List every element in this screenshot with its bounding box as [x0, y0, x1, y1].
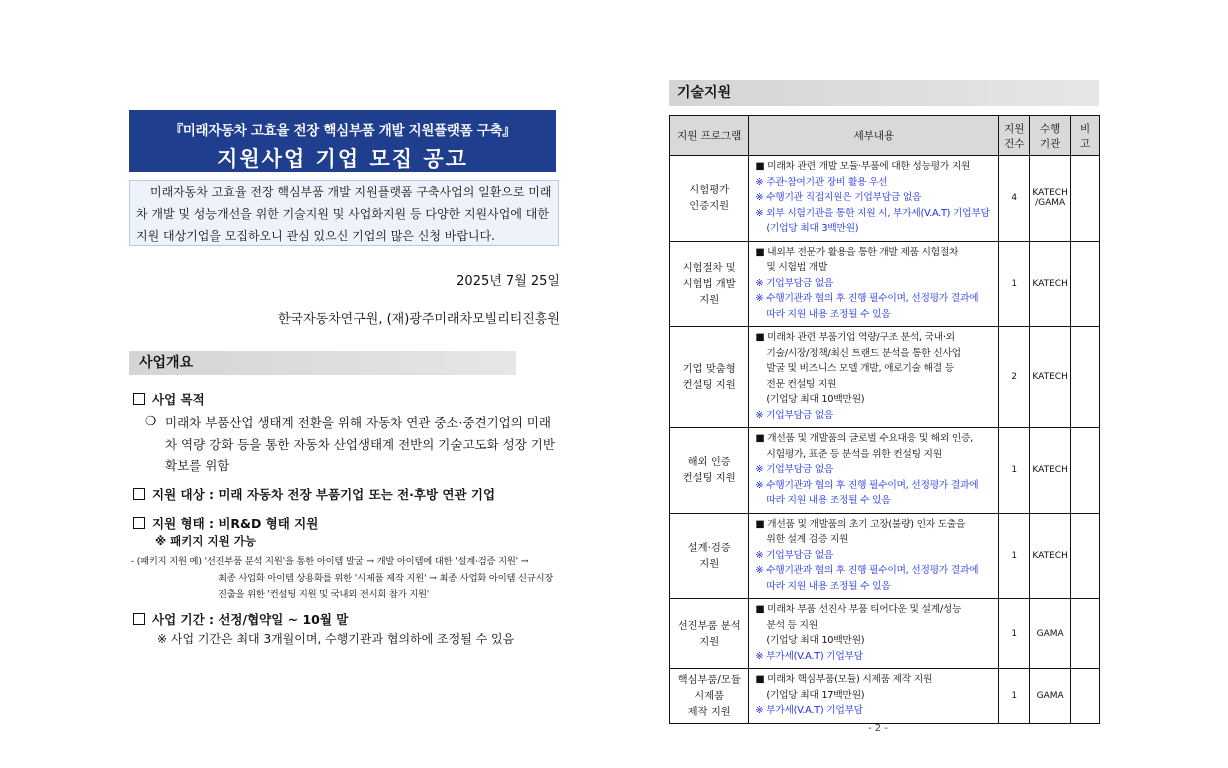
program-name-line: 인증지원	[689, 200, 730, 213]
support-count-cell: 2	[999, 327, 1030, 428]
detail-note-line: ※ 수행기관과 협의 후 진행 필수이며, 선정평가 결과에	[755, 565, 979, 576]
detail-line: 기술/시장/정책/최신 트랜드 분석을 통한 신사업	[766, 347, 961, 359]
detail-line: 시험평가, 표준 등 분석을 위한 컨설팅 지원	[766, 448, 942, 460]
purpose-text: 미래차 부품산업 생태계 전환을 위해 자동차 연관 중소·중견기업의 미래차 역량 강화 등을 통한 자동차 산업생태계 전반의 기술고도화 성장 기반 확보를 위함	[165, 415, 555, 473]
section-title-overview: 사업개요	[129, 351, 516, 375]
table-header-row	[670, 116, 1100, 156]
program-name-line: 시험절차 및	[682, 261, 736, 274]
executing-org-line: KATECH	[1032, 465, 1068, 476]
heading-period-text: 사업 기간 : 선정/협약일 ~ 10월 말	[152, 612, 349, 627]
detail-note-line: (기업당 최대 3백만원)	[766, 223, 859, 234]
detail-line: 및 시험법 개발	[766, 262, 828, 273]
executing-org-cell	[1030, 599, 1071, 669]
announcement-date: 2025년 7월 25일	[456, 274, 560, 289]
heading-support-form	[133, 514, 318, 532]
table-row	[670, 327, 1100, 428]
note-cell	[1071, 669, 1100, 724]
header-program: 지원 프로그램	[670, 116, 749, 156]
detail-note-line: ※ 부가세(V.A.T) 기업부담	[755, 705, 863, 716]
program-name-line: 제작 지원	[687, 705, 731, 718]
detail-line: 위한 설계 검증 지원	[766, 534, 849, 545]
note-cell	[1071, 156, 1100, 242]
detail-line: ■ 미래차 핵심부품(모듈) 시제품 제작 지원	[755, 674, 933, 685]
detail-note-line: ※ 부가세(V.A.T) 기업부담	[755, 650, 863, 662]
executing-org-cell	[1030, 241, 1071, 327]
executing-org-line: /GAMA	[1035, 198, 1066, 209]
package-example-line-2: 최종 사업화 아이템 상용화를 위한 '시제품 제작 지원' → 최종 사업화 아이템 신규시장	[218, 573, 554, 584]
program-name-line: 기업 맞춤형	[682, 363, 736, 375]
note-cell	[1071, 513, 1100, 599]
detail-line: (기업당 최대 10백만원)	[766, 394, 865, 405]
program-name-line: 선진부품 분석	[677, 619, 741, 632]
program-name-line: 시험평가	[689, 184, 730, 197]
detail-note-line: 따라 지원 내용 조정될 수 있음	[766, 495, 891, 506]
detail-note-line: ※ 수행기관 직접지원은 기업부담금 없음	[755, 192, 922, 203]
package-note: ※ 패키지 지원 가능	[155, 534, 256, 548]
support-count-cell: 1	[999, 428, 1030, 514]
section-title-tech-support: 기술지원	[669, 80, 1099, 106]
details-cell	[749, 599, 999, 669]
note-cell	[1071, 428, 1100, 514]
support-count-cell: 4	[999, 156, 1030, 242]
page-number: - 2 -	[868, 723, 888, 734]
support-count-cell: 1	[999, 669, 1030, 724]
details-cell	[749, 241, 999, 327]
detail-note-line: ※ 기업부담금 없음	[755, 277, 834, 289]
checkbox-square-icon	[133, 488, 145, 500]
package-example-line-3: 진출을 위한 '컨설팅 지원 및 국내외 전시회 참가 지원'	[218, 589, 430, 600]
program-name-line: 지원	[699, 293, 720, 306]
table-row	[670, 428, 1100, 514]
program-name-line: 핵심부품/모듈	[677, 673, 741, 686]
circle-bullet-icon: ❍	[145, 413, 157, 428]
detail-note-line: ※ 기업부담금 없음	[755, 549, 834, 561]
detail-line: 분석 등 지원	[766, 619, 818, 631]
executing-org-line: GAMA	[1036, 690, 1064, 701]
detail-note-line: ※ 외부 시험기관을 통한 지원 시, 부가세(V.A.T) 기업부담	[755, 207, 990, 219]
detail-line: ■ 개선품 및 개발품의 글로벌 수요대응 및 해외 인증,	[755, 433, 973, 444]
checkbox-square-icon	[133, 393, 145, 405]
detail-note-line: 따라 지원 내용 조정될 수 있음	[766, 580, 891, 592]
note-cell	[1071, 241, 1100, 327]
heading-purpose	[133, 390, 205, 408]
detail-line: (기업당 최대 10백만원)	[766, 635, 865, 646]
executing-org-cell	[1030, 513, 1071, 599]
executing-org-line: KATECH	[1032, 188, 1068, 199]
checkbox-square-icon	[133, 517, 145, 529]
program-name-line: 컨설팅 지원	[682, 379, 736, 391]
package-example-line-1: - (패키지 지원 예) '선진부품 분석 지원'을 통한 아이템 발굴 → 개발 아이템에 대한 '설계·검증 지원' →	[131, 556, 529, 567]
table-row	[670, 513, 1100, 599]
program-name-line: 컨설팅 지원	[682, 472, 736, 485]
heading-support-form-text: 지원 형태 : 비R&D 형태 지원	[152, 516, 319, 531]
program-name-cell	[670, 241, 749, 327]
program-name-line: 지원	[699, 557, 720, 570]
program-name-cell	[670, 428, 749, 514]
details-cell	[749, 669, 999, 724]
executing-org-line: KATECH	[1032, 550, 1068, 561]
intro-paragraph: 미래자동차 고효율 전장 핵심부품 개발 지원플랫폼 구축사업의 일환으로 미래차 개발 및 성능개선을 위한 기술지원 및 사업화지원 등 다양한 지원사업에 대한 지원 대상기업을 모집하오니 관심 있으신 기업의 많은 신청 바랍니다.	[129, 180, 559, 246]
program-name-cell	[670, 669, 749, 724]
table-row	[670, 156, 1100, 242]
details-cell	[749, 327, 999, 428]
heading-purpose-text: 사업 목적	[152, 392, 205, 407]
detail-line: 전문 컨설팅 지원	[766, 378, 837, 390]
executing-org-line: KATECH	[1032, 372, 1068, 382]
detail-line: 발굴 및 비즈니스 모델 개발, 애로기술 해결 등	[766, 363, 954, 374]
detail-line: ■ 내외부 전문가 활용을 통한 개발 제품 시험절차	[755, 246, 959, 258]
program-name-cell	[670, 156, 749, 242]
detail-line: (기업당 최대 17백만원)	[766, 689, 865, 701]
organizations: 한국자동차연구원, (재)광주미래차모빌리티진흥원	[277, 312, 560, 327]
detail-note-line: 따라 지원 내용 조정될 수 있음	[766, 308, 891, 320]
header-note: 비 고	[1071, 116, 1100, 156]
header-count: 지원 건수	[999, 116, 1030, 156]
support-program-table	[669, 115, 1100, 724]
header-details: 세부내용	[749, 116, 999, 156]
program-name-line: 시제품	[694, 689, 725, 702]
program-name-cell	[670, 327, 749, 428]
heading-target-text: 지원 대상 : 미래 자동차 전장 부품기업 또는 전·후방 연관 기업	[152, 487, 496, 502]
heading-target	[133, 485, 495, 503]
support-count-cell: 1	[999, 241, 1030, 327]
detail-note-line: ※ 기업부담금 없음	[755, 464, 834, 475]
detail-line: ■ 미래차 관련 개발 모듈·부품에 대한 성능평가 지원	[755, 161, 971, 172]
note-cell	[1071, 599, 1100, 669]
note-cell	[1071, 327, 1100, 428]
title-line-2: 지원사업 기업 모집 공고	[217, 147, 468, 171]
details-cell	[749, 428, 999, 514]
detail-note-line: ※ 기업부담금 없음	[755, 409, 834, 421]
detail-note-line: ※ 주관·참여기관 장비 활용 우선	[755, 176, 888, 188]
period-note: ※ 사업 기간은 최대 3개월이며, 수행기관과 협의하에 조정될 수 있음	[157, 632, 515, 646]
heading-period	[133, 610, 348, 628]
checkbox-square-icon	[133, 613, 145, 625]
table-body	[670, 156, 1100, 724]
program-name-cell	[670, 599, 749, 669]
executing-org-cell	[1030, 156, 1071, 242]
support-count-cell: 1	[999, 513, 1030, 599]
title-line-1: 『미래자동차 고효율 전장 핵심부품 개발 지원플랫폼 구축』	[169, 123, 516, 139]
details-cell	[749, 513, 999, 599]
detail-line: ■ 개선품 및 개발품의 초기 고장(불량) 인자 도출을	[755, 518, 966, 530]
table-row	[670, 241, 1100, 327]
detail-line: ■ 미래차 부품 선진사 부품 티어다운 및 설계/성능	[755, 604, 962, 615]
detail-note-line: ※ 수행기관과 협의 후 진행 필수이며, 선정평가 결과에	[755, 479, 979, 491]
program-name-line: 지원	[699, 635, 720, 648]
table-row	[670, 599, 1100, 669]
table-row	[670, 669, 1100, 724]
executing-org-cell	[1030, 428, 1071, 514]
program-name-line: 시험법 개발	[682, 277, 736, 290]
detail-note-line: ※ 수행기관과 협의 후 진행 필수이며, 선정평가 결과에	[755, 293, 979, 304]
detail-line: ■ 미래차 관련 부품기업 역량/구조 분석, 국내·외	[755, 332, 955, 343]
program-name-line: 해외 인증	[687, 456, 731, 469]
program-name-line: 설계·검증	[687, 541, 731, 554]
program-name-cell	[670, 513, 749, 599]
header-org: 수행 기관	[1030, 116, 1071, 156]
executing-org-line: KATECH	[1032, 278, 1068, 289]
support-count-cell: 1	[999, 599, 1030, 669]
executing-org-cell	[1030, 669, 1071, 724]
announcement-title-banner	[129, 110, 556, 172]
executing-org-line: GAMA	[1036, 628, 1064, 639]
details-cell	[749, 156, 999, 242]
executing-org-cell	[1030, 327, 1071, 428]
